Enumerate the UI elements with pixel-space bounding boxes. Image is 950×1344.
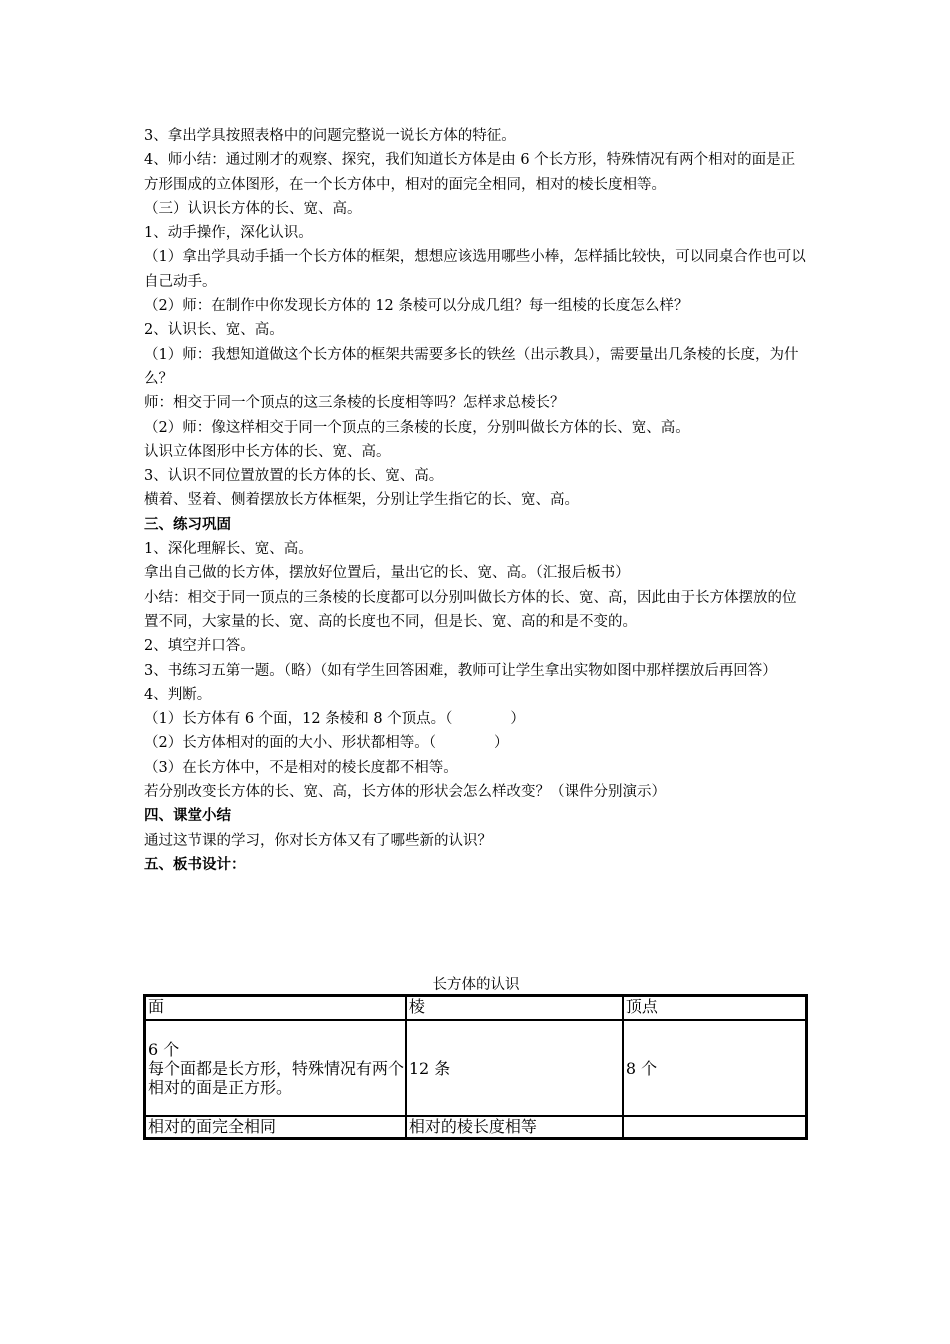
step-build-frame: （1）拿出学具动手插一个长方体的框架，想想应该选用哪些小棒，怎样插比较快，可以同桌合作也可以自己动手。 <box>144 249 806 290</box>
table-row <box>145 1116 806 1138</box>
face-cell <box>145 1020 406 1116</box>
step-edge-groups: （2）师：在制作中你发现长方体的 12 条棱可以分成几组？每一组棱的长度怎么样？ <box>144 298 689 315</box>
table-row <box>145 1020 806 1116</box>
practice-2: 2、填空并口答。 <box>144 638 255 655</box>
board-design-table <box>143 994 808 1140</box>
face-summary: 相对的面完全相同 <box>145 1116 406 1138</box>
step-3-features: 3、拿出学具按照表格中的问题完整说一说长方体的特征。 <box>144 128 516 144</box>
header-edge: 棱 <box>406 996 623 1020</box>
change-question: 若分别改变长方体的长、宽、高，长方体的形状会怎么样改变？（课件分别演示） <box>144 784 666 801</box>
practice-measure: 拿出自己做的长方体，摆放好位置后，量出它的长、宽、高。（汇报后板书） <box>144 565 630 582</box>
judge-2: （2）长方体相对的面的大小、形状都相等。（ ） <box>144 735 509 752</box>
heading-summary: 四、课堂小结 <box>144 807 231 825</box>
step-wire-length: （1）师：我想知道做这个长方体的框架共需要多长的铁丝（出示教具），需要量出几条棱的长度，为什么？ <box>144 346 799 387</box>
board-caption: 长方体的认识 <box>432 977 520 993</box>
judge-3: （3）在长方体中，不是相对的棱长度都不相等。 <box>144 759 458 776</box>
step-positions: 3、认识不同位置放置的长方体的长、宽、高。 <box>144 468 444 485</box>
identify-solid-lwh: 认识立体图形中长方体的长、宽、高。 <box>144 443 391 460</box>
judge-1: （1）长方体有 6 个面，12 条棱和 8 个顶点。（ ） <box>144 711 525 728</box>
practice-3: 3、书练习五第一题。（略）（如有学生回答困难，教师可让学生拿出实物如图中那样摆放后再回答） <box>144 662 777 679</box>
practice-summary: 小结：相交于同一顶点的三条棱的长度都可以分别叫做长方体的长、宽、高，因此由于长方体摆放的位置不同，大家量的长、宽、高的长度也不同，但是长、宽、高的和是不变的。 <box>144 589 797 630</box>
step-hands-on: 1、动手操作，深化认识。 <box>144 225 313 242</box>
vertex-count: 8 个 <box>623 1020 806 1116</box>
teacher-define-lwh: （2）师：像这样相交于同一个顶点的三条棱的长度，分别叫做长方体的长、宽、高。 <box>144 419 690 436</box>
edge-summary: 相对的棱长度相等 <box>406 1116 623 1138</box>
section-know-dimensions: （三）认识长方体的长、宽、高。 <box>144 200 362 217</box>
practice-4: 4、判断。 <box>144 686 212 703</box>
header-face: 面 <box>145 996 406 1020</box>
teacher-question-edges: 师：相交于同一个顶点的这三条棱的长度相等吗？怎样求总棱长？ <box>144 395 565 412</box>
table-header-row <box>145 996 806 1020</box>
heading-practice: 三、练习巩固 <box>144 515 231 533</box>
position-frames: 横着、竖着、侧着摆放长方体框架，分别让学生指它的长、宽、高。 <box>144 492 579 509</box>
header-vertex: 顶点 <box>623 996 806 1020</box>
teacher-summary: 4、师小结：通过刚才的观察、探究，我们知道长方体是由 6 个长方形，特殊情况有两个相对的面是正方形围成的立体图形，在一个长方体中，相对的面完全相同，相对的棱长度相等。 <box>144 152 796 193</box>
lesson-plan-text <box>144 124 808 877</box>
edge-count: 12 条 <box>406 1020 623 1116</box>
practice-1: 1、深化理解长、宽、高。 <box>144 541 313 558</box>
summary-question: 通过这节课的学习，你对长方体又有了哪些新的认识？ <box>144 832 492 849</box>
face-count: 6 个 <box>148 1039 180 1059</box>
heading-board-design: 五、板书设计： <box>144 855 246 873</box>
step-know-lwh: 2、认识长、宽、高。 <box>144 322 284 339</box>
face-description: 每个面都是长方形，特殊情况有两个相对的面是正方形。 <box>148 1058 405 1097</box>
vertex-summary <box>623 1116 806 1138</box>
